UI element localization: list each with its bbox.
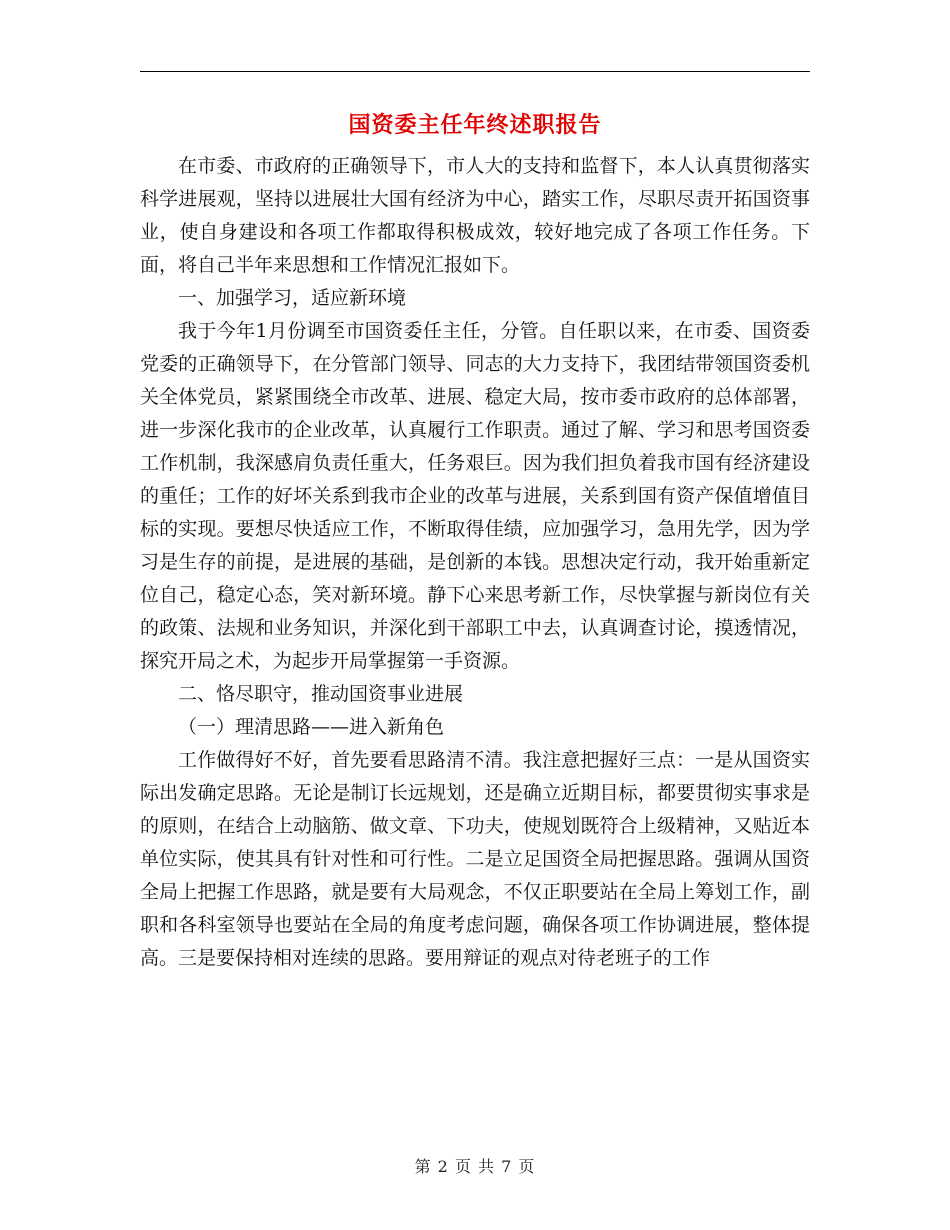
header-rule <box>140 71 810 72</box>
document-title: 国资委主任年终述职报告 <box>348 112 602 138</box>
paragraph-section-1: 我于今年1月份调至市国资委任主任，分管。自任职以来，在市委、国资委党委的正确领导下，在分管部门领导、同志的大力支持下，我团结带领国资委机关全体党员，紧紧围绕全市改革、进展、稳定大局，按市委市政府的总体部署，进一步深化我市的企业改革，认真履行工作职责。通过了解、学习和思考国资委工作机制，我深感肩负责任重大，任务艰巨。因为我们担负着我市国有经济建设的重任；工作的好坏关系到我市企业的改革与进展，关系到国有资产保值增值目标的实现。要想尽快适应工作，不断取得佳绩，应加强学习，急用先学，因为学习是生存的前提，是进展的基础，是创新的本钱。思想决定行动，我开始重新定位自己，稳定心态，笑对新环境。静下心来思考新工作，尽快掌握与新岗位有关的政策、法规和业务知识，并深化到干部职工中去，认真调查讨论，摸透情况，探究开局之术，为起步开局掌握第一手资源。 <box>140 320 810 672</box>
document-body <box>140 150 810 975</box>
page-number: 第 2 页 共 7 页 <box>414 1157 536 1176</box>
paragraph-intro: 在市委、市政府的正确领导下，市人大的支持和监督下，本人认真贯彻落实科学进展观，坚持以进展壮大国有经济为中心，踏实工作，尽职尽责开拓国资事业，使自身建设和各项工作都取得积极成效，较好地完成了各项工作任务。下面，将自己半年来思想和工作情况汇报如下。 <box>140 155 810 276</box>
paragraph-subsection-1: 工作做得好不好，首先要看思路清不清。我注意把握好三点：一是从国资实际出发确定思路。无论是制订长远规划，还是确立近期目标，都要贯彻实事求是的原则，在结合上动脑筋、做文章、下功夫，使规划既符合上级精神，又贴近本单位实际，使其具有针对性和可行性。二是立足国资全局把握思路。强调从国资全局上把握工作思路，就是要有大局观念，不仅正职要站在全局上筹划工作，副职和各科室领导也要站在全局的角度考虑问题，确保各项工作协调进展，整体提高。三是要保持相对连续的思路。要用辩证的观点对待老班子的工作 <box>140 749 810 969</box>
section-heading-1: 一、加强学习，适应新环境 <box>178 287 407 309</box>
section-heading-2: 二、恪尽职守，推动国资事业进展 <box>178 683 464 705</box>
subsection-heading-1: （一）理清思路——进入新角色 <box>178 716 445 738</box>
